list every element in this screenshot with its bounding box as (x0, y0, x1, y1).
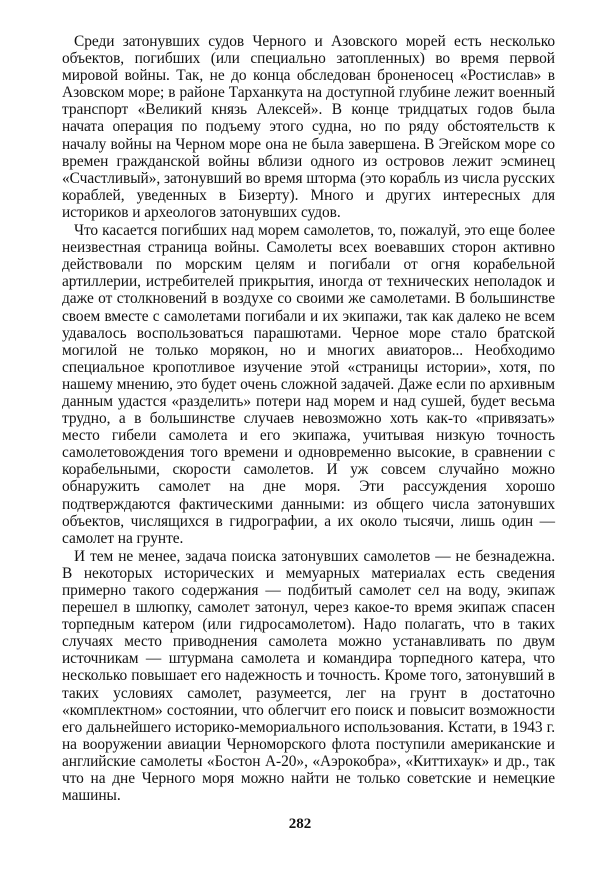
paragraph-search-hope: И тем не менее, задача поиска затонувших самолетов — не безнадежна. В некоторых исторических и мемуарных материалах есть сведения примерно такого содержания — подбитый самолет сел на воду, экипаж перешел в шлюпку, самолет затонул, через какое-то время экипаж спасен торпедным катером (или гидросамолетом). Надо полагать, что в таких случаях место приводнения самолета можно устанавливать по двум источникам — штурмана самолета и командира торпедного катера, что несколько повышает его надежность и точность. Кроме того, затонувший в таких условиях самолет, разумеется, лег на грунт в достаточно «комплектном» состоянии, что облегчит его поиск и повысит возможности его дальнейшего историко-мемориального использования. Кстати, в 1943 г. на вооружении авиации Черноморского флота поступили американские и английские самолеты «Бостон А-20», «Аэрокобра», «Киттихаук» и др., так что на дне Черного моря можно найти не только советские и немецкие машины. (62, 547, 555, 805)
page-number: 282 (288, 816, 312, 832)
page-body (62, 33, 555, 804)
paragraph-sunken-ships: Среди затонувших судов Черного и Азовского морей есть несколько объектов, погибших (или специально затопленных) во время первой мировой войны. Так, не до конца обследован броненосец «Ростислав» в Азовском море; в районе Тарханкута на доступной глубине лежит военный транспорт «Великий князь Алексей». В конце тридцатых годов была начата операция по подъему этого судна, но по ряду обстоятельств к началу войны на Черном море она не была завершена. В Эгейском море со времен гражданской войны вблизи одного из островов лежит эсминец «Счастливый», затонувший во время шторма (это корабль из числа русских кораблей, уведенных в Бизерту). Много и других интересных для историков и археологов затонувших судов. (62, 33, 555, 221)
paragraph-sunken-aircraft: Что касается погибших над морем самолетов, то, пожалуй, это еще более неизвестная страница войны. Самолеты всех воевавших сторон активно действовали по морским целям и погибали от огня корабельной артиллерии, истребителей прикрытия, иногда от технических неполадок и даже от столкновений в воздухе со своими же самолетами. В большинстве своем вместе с самолетами погибали и их экипажи, так как далеко не всем удавалось воспользоваться парашютами. Черное море стало братской могилой не только морякон, но и многих авиаторов... Необходимо специальное кропотливое изучение этой «страницы истории», хотя, по нашему мнению, это будет очень сложной задачей. Даже если по архивным данным удастся «разделить» потери над морем и над сушей, будет весьма трудно, а в большинстве случаев невозможно хоть как-то «привязать» место гибели самолета и его экипажа, учитывая низкую точность самолетовождения того времени и одновременно высокие, в сравнении с корабельными, скорости самолетов. И уж совсем случайно можно обнаружить самолет на дне моря. Эти рассуждения хорошо подтверждаются фактическими данными: из общего числа затонувших объектов, числящихся в гидрографии, а их около тысячи, лишь один — самолет на грунте. (62, 222, 555, 547)
